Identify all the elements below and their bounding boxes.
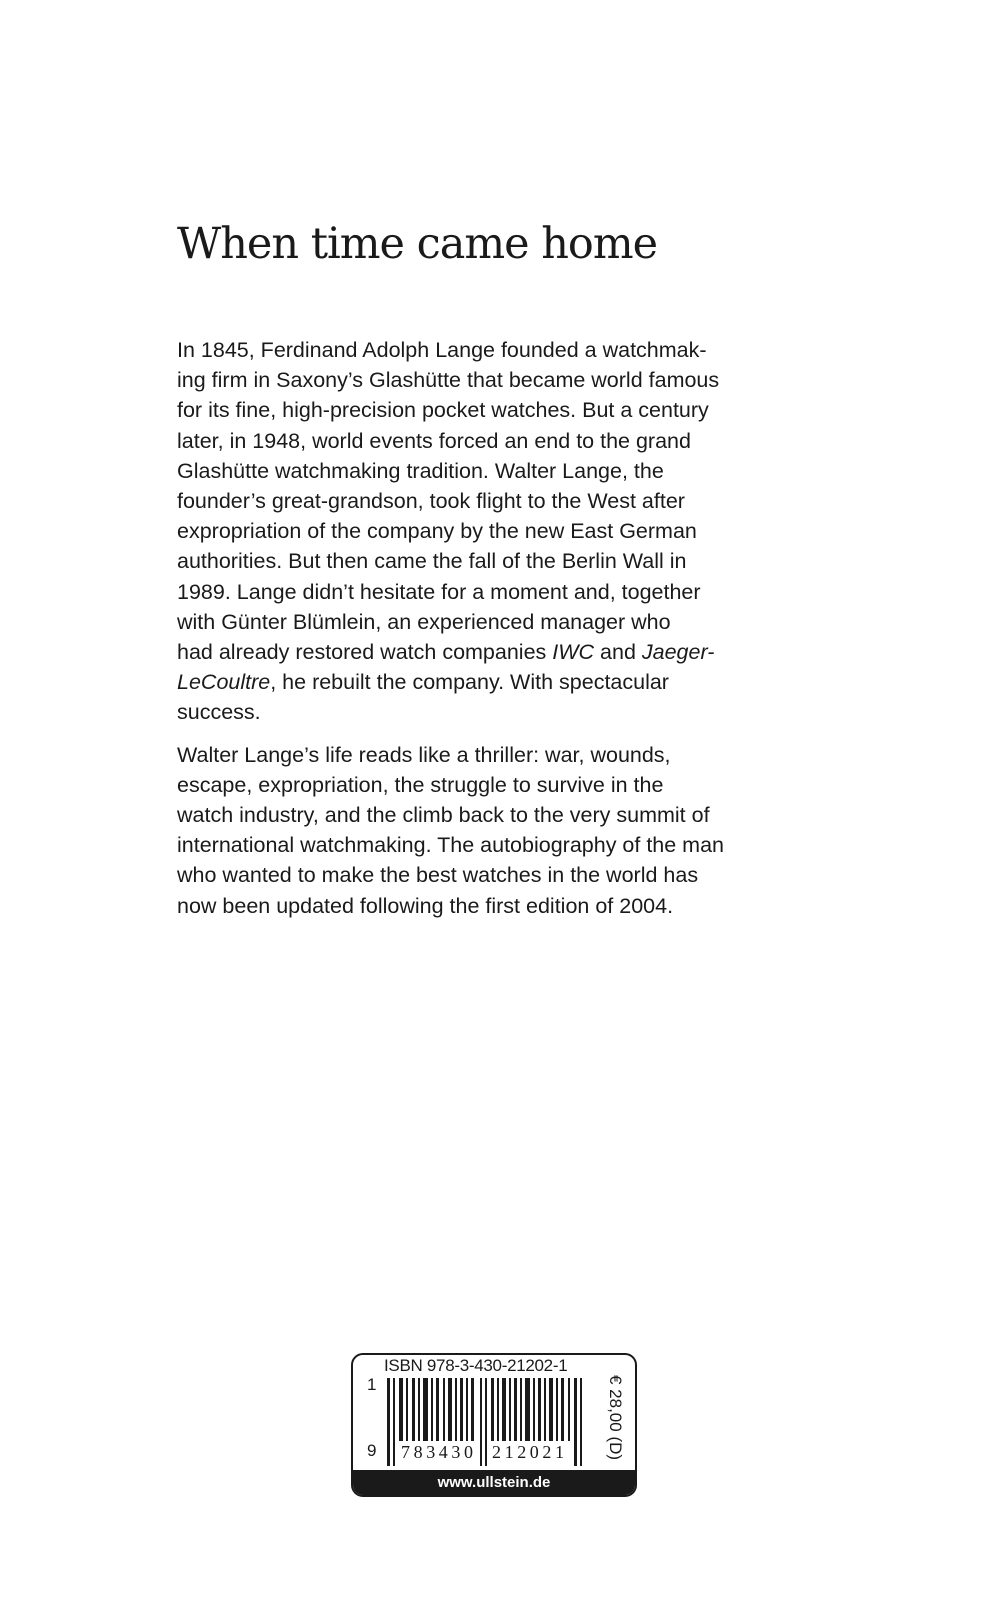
text-line: international watchmaking. The autobiography of the man [177,833,725,858]
text-line: now been updated following the first edition of 2004. [177,893,674,918]
barcode-digits-left: 783430 [401,1442,477,1462]
text-line: founder’s great-grandson, took flight to the West after [177,489,685,514]
text-line: who wanted to make the best watches in the world has [177,863,699,888]
text-line: ing firm in Saxony’s Glashütte that became world famous [177,368,720,393]
blurb-paragraph-1 [177,335,797,728]
text-line: watch industry, and the climb back to the very summit of [177,803,710,828]
text-line: 1989. Lange didn’t hesitate for a moment and, together [177,579,701,604]
text-line: escape, expropriation, the struggle to survive in the [177,772,664,797]
text-line: In 1845, Ferdinand Adolph Lange founded a watchmak- [177,338,707,362]
text-fragment: , he rebuilt the company. With spectacular [270,670,669,695]
price-label: € 28,00 (D) [606,1375,625,1461]
text-line: with Günter Blümlein, an experienced manager who [177,609,671,634]
book-title: When time came home [177,219,658,269]
text-line: later, in 1948, world events forced an end to the grand [177,428,691,453]
isbn-number: ISBN 978-3-430-21202-1 [384,1356,568,1375]
text-fragment: and [594,640,642,665]
text-line: Walter Lange’s life reads like a thriller: war, wounds, [177,742,671,767]
text-line: expropriation of the company by the new East German [177,519,697,544]
text-line: success. [177,700,261,725]
brand-lecoultre: LeCoultre [177,670,271,695]
barcode-digits-right: 212021 [492,1442,568,1462]
barcode-side-digit-bottom: 9 [367,1441,377,1460]
text-line [177,667,797,697]
text-line [177,637,797,667]
publisher-url: www.ullstein.de [353,1470,635,1495]
barcode-side-digit-top: 1 [367,1375,377,1394]
barcode-label [351,1353,637,1497]
brand-iwc: IWC [552,640,595,665]
blurb [177,335,797,921]
brand-jaeger: Jaeger- [641,640,715,665]
text-fragment: had already restored watch companies [177,640,553,665]
text-line: Glashütte watchmaking tradition. Walter Lange, the [177,458,664,483]
blurb-paragraph-2 [177,740,797,921]
text-line: authorities. But then came the fall of the Berlin Wall in [177,549,687,574]
text-line: for its fine, high-precision pocket watches. But a century [177,398,709,423]
